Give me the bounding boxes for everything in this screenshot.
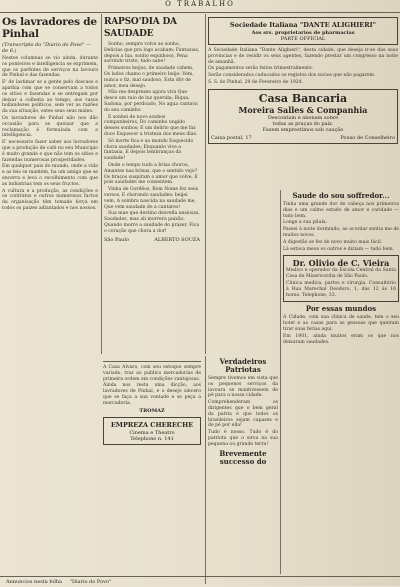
article-heading-saude: Saude do sou soffredor... (292, 191, 390, 200)
footer-left: Annuncios nesta folha (6, 579, 63, 585)
paragraph: S. S. do Pinhal, 29 de Fevereiro de 1924. (208, 79, 304, 85)
paragraph: A Sociedade Italiana "Dante Alighieri", desta cidade, que deseja ir-se das suas provincias e de residir os seus agentes, fazendo prestar um congresso na noite de amanhã. (208, 48, 398, 65)
column-lavradores (2, 14, 98, 584)
poem-stanza: Sonho, sempre volve ao sonho, Delicias que pra logo acabam; Fantasias, depois a lua, sonho espinhoso, Pena sorrindo triste, tudo sabe! (104, 42, 200, 65)
paragraph: E' de lastimar se a gente pelo doscaso e apathia com que se conservam a todos os sitios e fazendas e se entregam por deixar a colheita ao tempo, aos vasos hollandezes politicos, sem ver as razões da sua situação, estes seus seus males. (2, 80, 98, 115)
poem-stanza: Vinha de Gordêos, Bom Nome fez seus versos, E chorando saudades: beijei vem, A sombra nascida na saudade me, Que vem saudade de a cantares! (104, 187, 199, 210)
dante-title: Sociedade Italiana "DANTE ALIGHIERI" (229, 21, 377, 29)
ad-box-doctor (283, 255, 399, 302)
paragraph: Comprehenderam os dirigentes que o bem geral da patria é que todos os brasileiros sejam capazes e de pé por ella! (208, 400, 278, 429)
article-title-lavradores: Os lavradores de Pinhal (2, 16, 97, 40)
paragraph: Em qualquer pais do mundo, onde a vida e as leis se mantém, ha um amigo que se encerra e leva o recolhimento com que as industrias tem os seus fructos. (2, 164, 98, 187)
notice-title: Por essas mundos (305, 304, 377, 314)
poem-stanza: E sonhei de novo sonhos companheiros, Do caminho ungido desses sonhos; E um delirio que me faz doce Esquecer a tristeza dos meus dias. (104, 114, 198, 137)
bank-line: todas as praças do paiz. (272, 120, 334, 127)
footer-strip (0, 576, 400, 587)
bottom-title: Brevemente successo do (219, 448, 267, 466)
poem-stanza: Não me desprezes agora vira Que desce um raio de luz querida; Riqua, Sadona, por perdoado, No agua cantava do seu caminho. (104, 90, 198, 113)
paragraph: Os lavradores de Pinhal não nos dão occasião para se queixar que a reclamação é formulada com a intelligencia. (2, 115, 98, 139)
bank-postal: Caixa postal, 17 (211, 134, 252, 141)
poem-stanza: Só morte fica e ao mundo Esquecido chora saudades; Enquanto vive a fantasia, E depois lembranças da saudade! (104, 138, 194, 162)
paragraph: Sempre tivemos em vista que os pequenos serviços da lavoura se mantivessem de pé para a nossa cidade. (208, 376, 278, 399)
divider (103, 361, 201, 362)
paragraph: A Casa Alvaro, com seu estoque sempre variado, traz ao publico mercadorias de primeira ordem em condições vantajosas. (103, 365, 201, 382)
paragraph: A cultura e a produção, as condições e os contratos e outros numerosos factos da organisação têm tomado força em todos os paizes adiantados e nos nossos. (2, 188, 98, 211)
article-subhead: (Transcripto do "Diario do Povo" — de 6.) (2, 42, 92, 54)
poem-title: RAPSO'DIA DA SAUDADE (104, 17, 177, 39)
poem-stanza: Primeiros beijos, de saudade cahem, Os lados chamo o primeiro beijo: Vem, nunca o fiz, mal saudoso, Esta dôr de amor, meu desejo. (104, 66, 194, 89)
bank-footer (211, 135, 395, 141)
paragraph: Clinica medica, partos e cirurgia. Consultório á Rua Marechal Deodoro, 1, das 12 ás 16 horas. Telephone, 33. (286, 280, 396, 298)
article-signature: TROMAZ (139, 407, 165, 414)
signature-author: ALBERTO SOUZA (154, 236, 200, 243)
poem-stanza: Onde o tempo tudo a brisa chorou, Amantes nas brisas, que o sentido vejo? Os braços suspiram o amor que volve, E pois saudades me consentem. (104, 162, 198, 186)
dante-sub2: PARTE OFFICIAL (280, 36, 326, 42)
paragraph: Lá estava meus os outros e diziam — tudo bem. (283, 246, 395, 252)
paragraph: Longe a sua pilula. (283, 220, 328, 226)
bank-name: Moreira Salles & Companhia (238, 104, 368, 115)
masthead: O TRABALHO (0, 0, 400, 13)
column-patriotas (205, 356, 278, 584)
poem-stanza: Sua mae que destino desvella ansiosas, Saudades, mas ali morrera paixão, Quando morre a saudade do prazer, Fica o coração que chora a dor! (104, 211, 200, 234)
article-title-patriotas: Verdadeiros Patriotas (219, 357, 267, 374)
ad-title: EMPREZA CHERECHE (110, 420, 194, 429)
paragraph: Ainda nos resta uma dicção, aos lavradores de Pinhal, e o desejo sincero que se faça a sua vontade e se peça a mercadoria. (103, 383, 201, 406)
ad-line: Telephone n. 141 (130, 435, 174, 442)
ad-subtitle: Cinema e Theatro (129, 429, 175, 436)
poem-signature (104, 237, 200, 243)
paragraph: Em 1901, ainda muitos eram os que nos deixaram saudades. (283, 333, 399, 345)
paragraph: Serão considerados caducados os registos dos socios que não pagarem. (208, 73, 376, 79)
paragraph: Medico e operador da Escola Central da Santa Casa de Misericordia de São Paulo. (286, 268, 396, 280)
signature-place: São Paulo (104, 236, 129, 243)
paragraph: A digestão se fez de novo muito mais fácil. (283, 239, 383, 245)
column-right (280, 190, 399, 574)
bank-line: Fazem emprestimos sob caução (262, 126, 344, 133)
paragraph: A Cidade, com sua clinica de saude, tem o seu hotel e as casas para as pessoas que queiram tirar suas ferias aqui. (283, 315, 399, 332)
paragraph: Os pagamentos serão feitos trimestralmente. (208, 66, 314, 72)
bank-footer-right: Pouso de Conselheiro (340, 134, 395, 141)
dante-sub1: Aos srs. proprietarios de pharmacias (251, 30, 355, 36)
footer-middle: "Diario do Povo" (69, 579, 112, 585)
doctor-title: Dr. Olivio de C. Vieira (292, 258, 390, 269)
paragraph: Passei á noite dormindo, ao acordar sentia me de muitos novos. (283, 227, 399, 238)
bank-line: Descontam e abonam sobre (267, 114, 339, 121)
paragraph: Tudo é nosso. Tudo é do patriota que o sirva na sua pequena ou grande terra! (208, 430, 278, 447)
ad-box-empreza (103, 417, 201, 445)
column-lower-middle (101, 358, 201, 584)
ad-box-bank (208, 89, 398, 144)
paragraph: Tinha uma grande dor de cabeça nos primeiros dias e um calmo estado de amor e caridade — tudo bem. (283, 202, 399, 219)
paragraph: E' necessario fazer saber aos lavradores que a produção de café no seu Municipio é muito grande e que não tem os sitios e fazendas numerosas prosperidades. (2, 140, 98, 163)
paragraph: Nestes columnas se vio ainda, durante os ponteiros e intelligencia se exprimem, que os parêntes de serviços na lavoura de Pinhal e das fazendas. (2, 56, 98, 79)
column-rapsodia (101, 14, 200, 354)
bank-title: Casa Bancaria (258, 91, 348, 105)
ad-box-dante (208, 17, 398, 45)
